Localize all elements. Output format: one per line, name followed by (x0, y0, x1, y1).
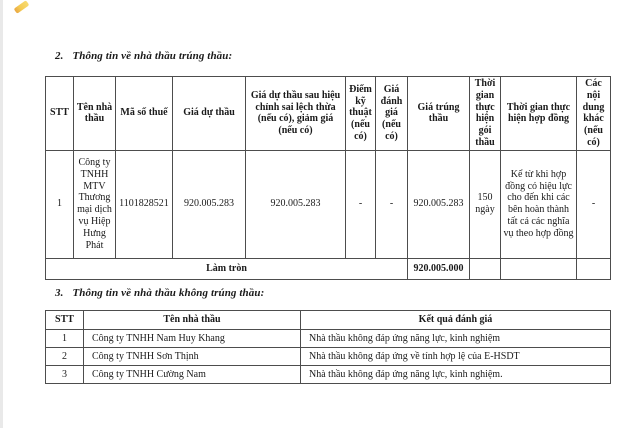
cell-stt: 2 (46, 348, 84, 366)
cell-evaluation-result: Nhà thầu không đáp ứng năng lực, kinh nghiệm (301, 330, 611, 348)
cell-winning-price: 920.005.283 (408, 150, 470, 258)
col-header-contractor-name: Tên nhà thầu (74, 77, 116, 151)
section-heading-losers (55, 287, 264, 299)
loser-row (46, 330, 611, 348)
cell-bid-price: 920.005.283 (173, 150, 246, 258)
cell-evaluation-result: Nhà thầu không đáp ứng về tính hợp lệ của E-HSDT (301, 348, 611, 366)
winner-row (46, 150, 611, 258)
loser-row (46, 366, 611, 384)
cell-contractor-name: Công ty TNHH Cường Nam (84, 366, 301, 384)
cell-technical-score: - (346, 150, 376, 258)
cell-evaluated-price: - (376, 150, 408, 258)
empty-cell (501, 258, 577, 279)
page-edge-strip (0, 0, 3, 428)
losers-table (45, 310, 611, 384)
col-header-bid-price: Giá dự thầu (173, 77, 246, 151)
col-header-contractor-name: Tên nhà thầu (84, 311, 301, 330)
cell-stt: 3 (46, 366, 84, 384)
col-header-other-contents: Các nội dung khác (nếu có) (577, 77, 611, 151)
cell-stt: 1 (46, 330, 84, 348)
col-header-evaluation-result: Kết quả đánh giá (301, 311, 611, 330)
cell-contractor-name: Công ty TNHH Sơn Thịnh (84, 348, 301, 366)
empty-cell (577, 258, 611, 279)
section-title: Thông tin về nhà thầu trúng thầu: (72, 50, 233, 62)
cell-adjusted-bid-price: 920.005.283 (246, 150, 346, 258)
col-header-stt: STT (46, 77, 74, 151)
cell-package-duration: 150 ngày (470, 150, 501, 258)
section-number: 3. (55, 287, 64, 299)
cell-evaluation-result: Nhà thầu không đáp ứng năng lực, kinh nghiệm. (301, 366, 611, 384)
yellow-corner-mark-icon (14, 0, 30, 14)
section-number: 2. (55, 50, 64, 62)
losers-header-row (46, 311, 611, 330)
col-header-technical-score: Điểm kỹ thuật (nếu có) (346, 77, 376, 151)
rounding-label-cell: Làm tròn (46, 258, 408, 279)
col-header-tax-code: Mã số thuế (116, 77, 173, 151)
cell-contractor-name: Công ty TNHH Nam Huy Khang (84, 330, 301, 348)
winners-table (45, 76, 611, 280)
cell-tax-code: 1101828521 (116, 150, 173, 258)
col-header-contract-time: Thời gian thực hiện hợp đồng (501, 77, 577, 151)
cell-contract-time: Kể từ khi hợp đồng có hiệu lực cho đến khi các bên hoàn thành tất cả các nghĩa vụ theo hợp đồng (501, 150, 577, 258)
winners-header-row (46, 77, 611, 151)
col-header-adjusted-bid-price: Giá dự thầu sau hiệu chỉnh sai lệch thừa (nếu có), giảm giá (nếu có) (246, 77, 346, 151)
cell-other-contents: - (577, 150, 611, 258)
empty-cell (470, 258, 501, 279)
rounding-price-cell: 920.005.000 (408, 258, 470, 279)
section-heading-winners (55, 50, 232, 62)
col-header-winning-price: Giá trúng thầu (408, 77, 470, 151)
col-header-package-duration: Thời gian thực hiện gói thầu (470, 77, 501, 151)
col-header-evaluated-price: Giá đánh giá (nếu có) (376, 77, 408, 151)
loser-row (46, 348, 611, 366)
cell-stt: 1 (46, 150, 74, 258)
rounding-row (46, 258, 611, 279)
section-title: Thông tin về nhà thầu không trúng thầu: (72, 287, 265, 299)
cell-contractor-name: Công ty TNHH MTV Thương mại dịch vụ Hiệp Hưng Phát (74, 150, 116, 258)
col-header-stt: STT (46, 311, 84, 330)
